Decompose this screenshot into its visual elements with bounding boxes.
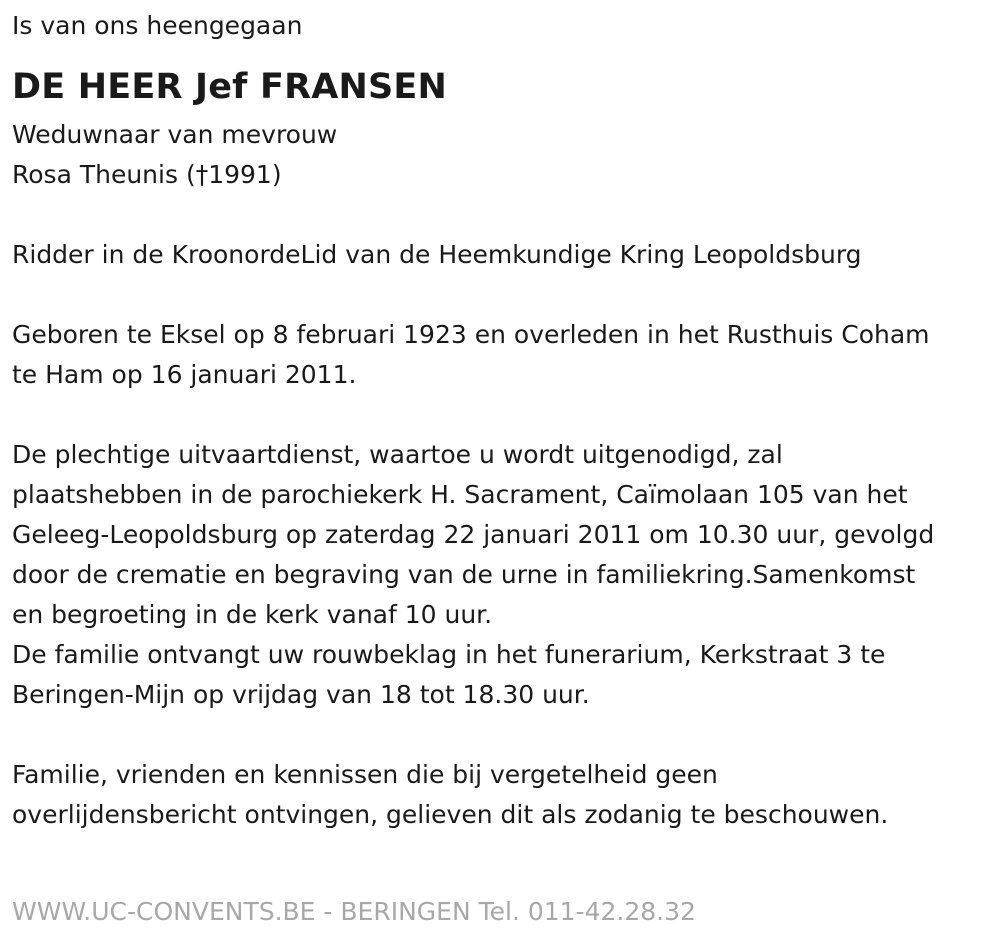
spacer [12,395,988,435]
spacer [12,195,988,235]
birth-death-section [12,315,988,395]
condolence-line: De familie ontvangt uw rouwbeklag in het funerarium, Kerkstraat 3 te [12,640,886,669]
condolence-line: Beringen-Mijn op vrijdag van 18 tot 18.30 uur. [12,680,590,709]
funeral-line: Geleeg-Leopoldsburg op zaterdag 22 januari 2011 om 10.30 uur, gevolgd [12,520,935,549]
spouse-section [12,115,988,195]
spouse-line: Weduwnaar van mevrouw [12,120,338,149]
footer-contact: WWW.UC-CONVENTS.BE - BERINGEN Tel. 011-42.28.32 [12,897,696,926]
birth-death-line: Geboren te Eksel op 8 februari 1923 en overleden in het Rusthuis Coham [12,320,930,349]
titles-text: Ridder in de KroonordeLid van de Heemkundige Kring Leopoldsburg [12,240,862,269]
deceased-name: DE HEER Jef FRANSEN [12,67,448,107]
intro-text: Is van ons heengegaan [12,11,303,40]
closing-section [12,755,988,835]
spacer [12,275,988,315]
birth-death-line: te Ham op 16 januari 2011. [12,360,357,389]
closing-line: Familie, vrienden en kennissen die bij vergetelheid geen [12,760,718,789]
funeral-line: en begroeting in de kerk vanaf 10 uur. [12,600,493,629]
funeral-line: door de crematie en begraving van de urne in familiekring.Samenkomst [12,560,916,589]
funeral-section [12,435,988,715]
spouse-line: Rosa Theunis (†1991) [12,160,282,189]
funeral-line: De plechtige uitvaartdienst, waartoe u wordt uitgenodigd, zal [12,440,783,469]
closing-line: overlijdensbericht ontvingen, gelieven dit als zodanig te beschouwen. [12,800,889,829]
spacer [12,715,988,755]
funeral-line: plaatshebben in de parochiekerk H. Sacrament, Caïmolaan 105 van het [12,480,908,509]
